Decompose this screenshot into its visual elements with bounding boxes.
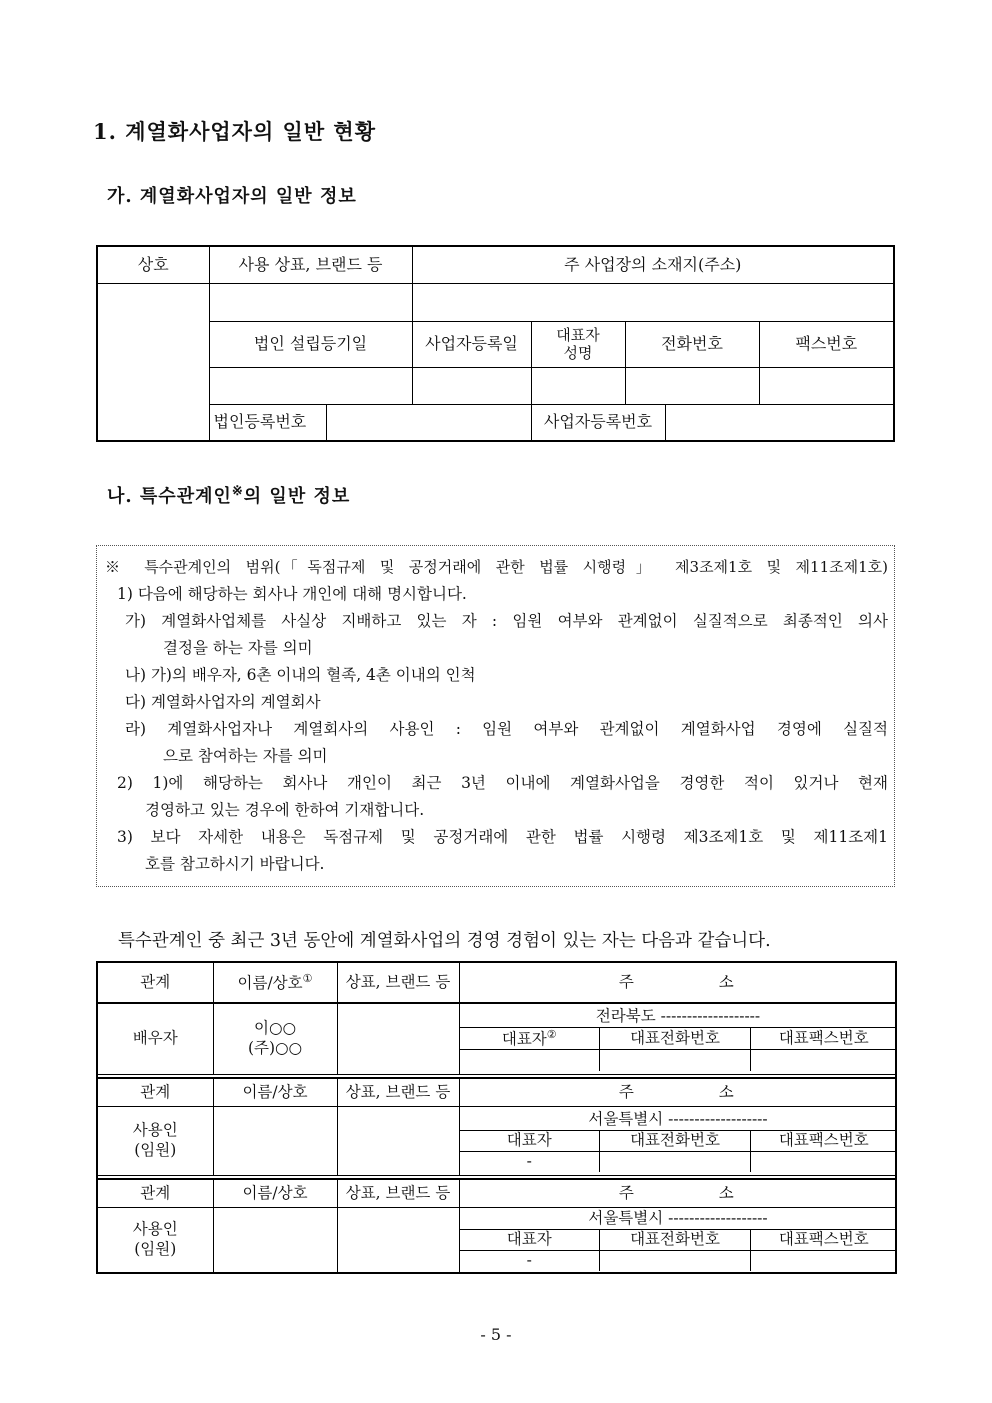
sub-header-fax: 대표팩스번호: [751, 1229, 897, 1250]
phone-cell[interactable]: [625, 367, 759, 404]
page-number: - 5 -: [480, 1325, 512, 1344]
header-name: [213, 962, 337, 1003]
phone-cell[interactable]: [600, 1151, 751, 1172]
address-value: 서울특별시 -------------------: [460, 1208, 897, 1229]
note-line: 가) 계열화사업체를 사실상 지배하고 있는 자 : 임원 여부와 관계없이 실질적으로 최종적인 의사: [125, 612, 888, 630]
label-biz-reg-no: 사업자등록번호: [531, 404, 665, 441]
reference-mark: ※: [231, 484, 244, 499]
rep-cell[interactable]: -: [460, 1151, 600, 1172]
related-persons-note-box: [96, 545, 895, 887]
brand-cell[interactable]: [337, 1003, 459, 1074]
brand-cell[interactable]: [209, 283, 412, 321]
rep-label: 대표자: [501, 1030, 547, 1049]
fax-cell[interactable]: [759, 367, 894, 404]
header-name-text: 이름/상호: [237, 973, 303, 992]
sub-header-phone: 대표전화번호: [600, 1229, 751, 1250]
name-value: 이○○: [253, 1019, 297, 1038]
note-line: 다) 계열화사업자의 계열회사: [125, 693, 321, 711]
heading3-text: 나. 특수관계인: [107, 486, 232, 507]
address-value: 서울특별시 -------------------: [460, 1109, 897, 1130]
name-cell: [213, 1003, 337, 1074]
footnote-mark: ①: [302, 971, 313, 985]
subsection-heading-related-persons: [107, 482, 350, 508]
rep-cell[interactable]: -: [460, 1250, 600, 1271]
header-address: 주 사업장의 소재지(주소): [412, 246, 894, 283]
relation-cell: 배우자: [97, 1003, 213, 1074]
name-cell[interactable]: [213, 1207, 337, 1273]
address-block: [459, 1106, 896, 1175]
sub-header-rep: [460, 1028, 600, 1050]
relation-cell: [97, 1207, 213, 1273]
note-line: 경영하고 있는 경우에 한하여 기재합니다.: [145, 801, 425, 819]
header-address: 주 소: [459, 1179, 896, 1207]
address-cell[interactable]: [412, 283, 894, 321]
section-heading: 1. 계열화사업자의 일반 현황: [93, 119, 377, 144]
header-relation: 관계: [97, 1078, 213, 1106]
note-line: 나) 가)의 배우자, 6촌 이내의 혈족, 4촌 이내의 인척: [125, 666, 476, 684]
sub-header-phone: 대표전화번호: [600, 1028, 751, 1050]
trade-name-cell[interactable]: [97, 283, 209, 441]
header-trade-name: 상호: [97, 246, 209, 283]
sub-header-fax: 대표팩스번호: [751, 1130, 897, 1151]
fax-cell[interactable]: [751, 1050, 897, 1071]
footnote-mark: ②: [546, 1028, 557, 1042]
note-line: 2) 1)에 해당하는 회사나 개인이 최근 3년 이내에 계열화사업을 경영한 적이 있거나 현재: [117, 774, 888, 792]
related-persons-table: [96, 961, 897, 1274]
company-value: (주)○○: [247, 1038, 303, 1057]
fax-cell[interactable]: [751, 1250, 897, 1271]
address-subtable: [460, 1208, 897, 1271]
address-subtable: [460, 1109, 897, 1172]
label-biz-reg-date: 사업자등록일: [412, 321, 531, 367]
address-block: [459, 1207, 896, 1273]
note-line: ※ 특수관계인의 범위(「독점규제 및 공정거래에 관한 법률 시행령」 제3조제1호 및 제11조제1호): [105, 558, 888, 576]
corp-reg-date-cell[interactable]: [209, 367, 412, 404]
intro-sentence: 특수관계인 중 최근 3년 동안에 계열화사업의 경영 경험이 있는 자는 다음과 같습니다.: [118, 931, 771, 951]
header-address: 주 소: [459, 962, 896, 1003]
header-brand: 상표, 브랜드 등: [337, 1179, 459, 1207]
rep-cell[interactable]: [460, 1050, 600, 1071]
sub-header-fax: 대표팩스번호: [751, 1028, 897, 1050]
note-line: 1) 다음에 해당하는 회사나 개인에 대해 명시합니다.: [117, 585, 467, 603]
label-corp-reg-date: 법인 설립등기일: [209, 321, 412, 367]
relation-cell: [97, 1106, 213, 1175]
biz-reg-no-cell[interactable]: [665, 404, 894, 441]
business-info-table: [96, 245, 895, 442]
label-rep-name: 대표자 성명: [531, 321, 625, 367]
sub-header-rep: 대표자: [460, 1130, 600, 1151]
phone-cell[interactable]: [600, 1250, 751, 1271]
heading3-suffix: 의 일반 정보: [243, 486, 351, 507]
corp-reg-no-cell[interactable]: [326, 404, 531, 441]
label-fax: 팩스번호: [759, 321, 894, 367]
name-cell[interactable]: [213, 1106, 337, 1175]
relation-sub: (임원): [134, 1140, 177, 1159]
phone-cell[interactable]: [600, 1050, 751, 1071]
header-brand: 상표, 브랜드 등: [337, 1078, 459, 1106]
brand-cell[interactable]: [337, 1207, 459, 1273]
header-name: 이름/상호: [213, 1078, 337, 1106]
label-phone: 전화번호: [625, 321, 759, 367]
rep-name-cell[interactable]: [531, 367, 625, 404]
subsection-heading-general-info: 가. 계열화사업자의 일반 정보: [107, 186, 357, 207]
header-relation: 관계: [97, 1179, 213, 1207]
address-block: [459, 1003, 896, 1074]
note-line: 으로 참여하는 자를 의미: [163, 747, 328, 765]
note-line: 3) 보다 자세한 내용은 독점규제 및 공정거래에 관한 법률 시행령 제3조제1호 및 제11조제1: [117, 828, 888, 846]
label-corp-reg-no: 법인등록번호: [209, 404, 326, 441]
header-brand: 상표, 브랜드 등: [337, 962, 459, 1003]
note-line: 호를 참고하시기 바랍니다.: [145, 855, 325, 873]
relation-sub: (임원): [134, 1239, 177, 1258]
header-brand: 사용 상표, 브랜드 등: [209, 246, 412, 283]
note-line: 결정을 하는 자를 의미: [163, 639, 313, 657]
note-line: 라) 계열화사업자나 계열회사의 사용인 : 임원 여부와 관계없이 계열화사업 경영에 실질적: [125, 720, 888, 738]
relation-value: 사용인: [132, 1220, 178, 1239]
sub-header-phone: 대표전화번호: [600, 1130, 751, 1151]
brand-cell[interactable]: [337, 1106, 459, 1175]
sub-header-rep: 대표자: [460, 1229, 600, 1250]
biz-reg-date-cell[interactable]: [412, 367, 531, 404]
fax-cell[interactable]: [751, 1151, 897, 1172]
address-subtable: [460, 1007, 897, 1071]
header-address: 주 소: [459, 1078, 896, 1106]
address-value: 전라북도 -------------------: [460, 1007, 897, 1028]
header-relation: 관계: [97, 962, 213, 1003]
header-name: 이름/상호: [213, 1179, 337, 1207]
relation-value: 사용인: [132, 1121, 178, 1140]
